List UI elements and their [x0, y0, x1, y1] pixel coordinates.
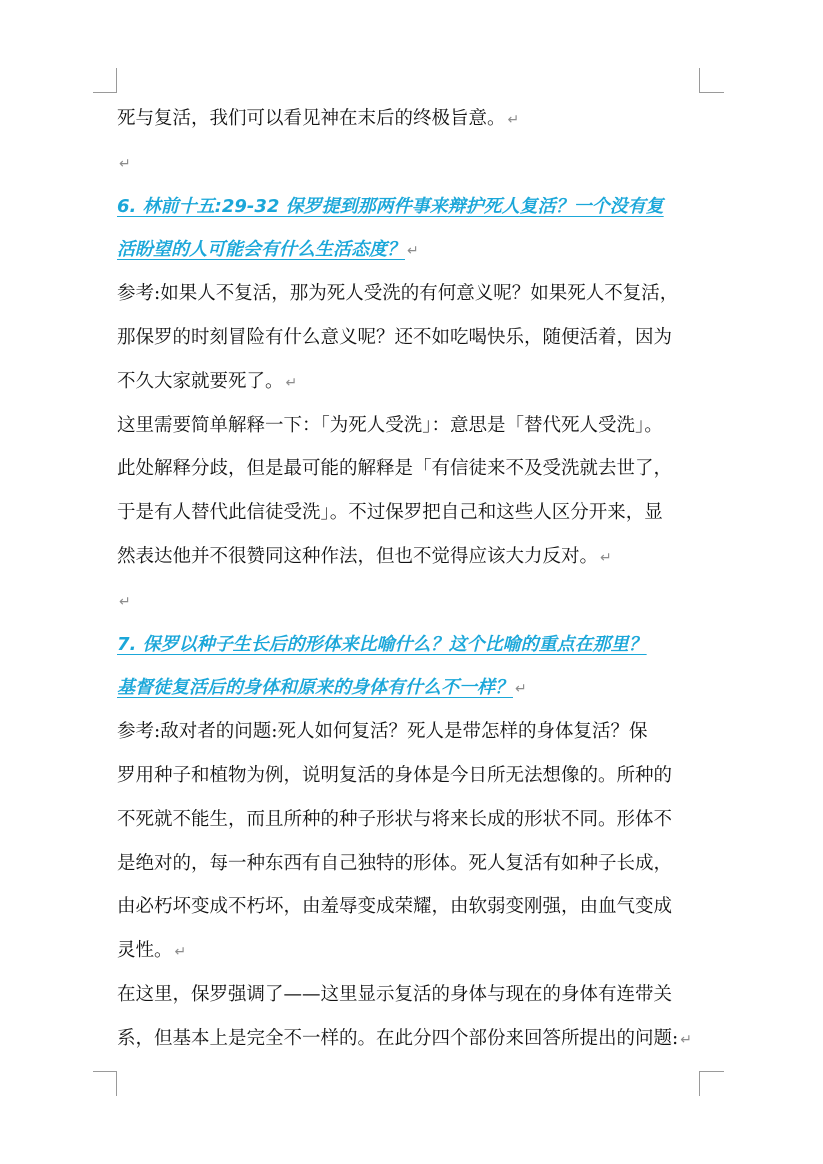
line-text: 系，但基本上是完全不一样的。在此分四个部份来回答所提出的问题:	[117, 1027, 679, 1049]
crop-mark-bottom-right-vertical	[699, 1071, 700, 1096]
line-text: 由必朽坏变成不朽坏，由羞辱变成荣耀，由软弱变刚强，由血气变成	[117, 896, 673, 918]
text-line	[117, 710, 709, 754]
text-line	[117, 535, 709, 579]
question-heading-line	[117, 666, 709, 710]
crop-mark-top-right-vertical	[699, 68, 700, 93]
text-line	[117, 97, 709, 141]
text-line	[117, 1017, 709, 1061]
crop-mark-bottom-left-horizontal	[93, 1071, 117, 1072]
crop-mark-top-left-vertical	[116, 68, 117, 93]
crop-mark-top-left-horizontal	[93, 92, 117, 93]
line-text: 灵性。	[117, 940, 173, 962]
line-text: 然表达他并不很赞同这种作法，但也不觉得应该大力反对。	[117, 545, 599, 567]
paragraph-mark-icon: ↵	[600, 549, 612, 566]
paragraph-mark-icon: ↵	[119, 155, 131, 172]
text-line	[117, 754, 709, 798]
line-text: 此处解释分歧，但是最可能的解释是「有信徒来不及受洗就去世了，	[117, 458, 673, 480]
line-text: 参考:敌对者的问题:死人如何复活？死人是带怎样的身体复活？保	[117, 721, 648, 743]
line-text: 不死就不能生，而且所种的种子形状与将来长成的形状不同。形体不	[117, 808, 673, 830]
heading-text: 基督徒复活后的身体和原来的身体有什么不一样？	[117, 677, 513, 699]
paragraph-mark-icon: ↵	[507, 112, 520, 128]
line-text: 在这里，保罗强调了——这里显示复活的身体与现在的身体有连带关	[117, 983, 673, 1005]
line-text: 死与复活，我们可以看见神在末后的终极旨意。	[117, 108, 506, 129]
paragraph-mark-icon: ↵	[515, 681, 527, 698]
paragraph-mark-icon: ↵	[119, 593, 131, 610]
text-line	[117, 360, 709, 404]
paragraph-mark-icon: ↵	[285, 374, 298, 391]
text-line	[117, 272, 709, 316]
line-text: 不久大家就要死了。	[117, 370, 284, 392]
line-text: 罗用种子和植物为例，说明复活的身体是今日所无法想像的。所种的	[117, 764, 673, 786]
question-heading-line	[117, 228, 709, 272]
question-heading-line	[117, 623, 709, 667]
text-line	[117, 316, 709, 360]
question-heading-line	[117, 185, 709, 229]
line-text: 这里需要简单解释一下：「为死人受洗」：意思是「替代死人受洗」。	[117, 414, 663, 436]
heading-text: 6. 林前十五:29-32 保罗提到那两件事来辩护死人复活？一个没有复	[117, 195, 664, 217]
line-text: 是绝对的，每一种东西有自己独特的形体。死人复活有如种子长成，	[117, 852, 673, 874]
document-body[interactable]	[117, 97, 709, 1061]
crop-mark-bottom-right-horizontal	[699, 1071, 724, 1072]
paragraph-mark-icon: ↵	[680, 1031, 692, 1048]
text-line	[117, 885, 709, 929]
text-line	[117, 973, 709, 1017]
heading-text: 7. 保罗以种子生长后的形体来比喻什么？这个比喻的重点在那里？	[117, 633, 647, 655]
text-line	[117, 141, 709, 185]
crop-mark-bottom-left-vertical	[116, 1071, 117, 1096]
line-text: 那保罗的时刻冒险有什么意义呢？还不如吃喝快乐，随便活着，因为	[117, 326, 673, 348]
paragraph-mark-icon: ↵	[407, 243, 419, 260]
text-line	[117, 579, 709, 623]
line-text: 于是有人替代此信徒受洗」。不过保罗把自己和这些人区分开来，显	[117, 502, 663, 524]
line-text: 参考:如果人不复活，那为死人受洗的有何意义呢？如果死人不复活，	[117, 283, 679, 305]
text-line	[117, 447, 709, 491]
text-line	[117, 491, 709, 535]
paragraph-mark-icon: ↵	[174, 944, 187, 961]
text-line	[117, 842, 709, 886]
text-line	[117, 929, 709, 973]
text-line	[117, 404, 709, 448]
crop-mark-top-right-horizontal	[699, 92, 724, 93]
heading-text: 活盼望的人可能会有什么生活态度？	[117, 239, 405, 261]
text-line	[117, 798, 709, 842]
